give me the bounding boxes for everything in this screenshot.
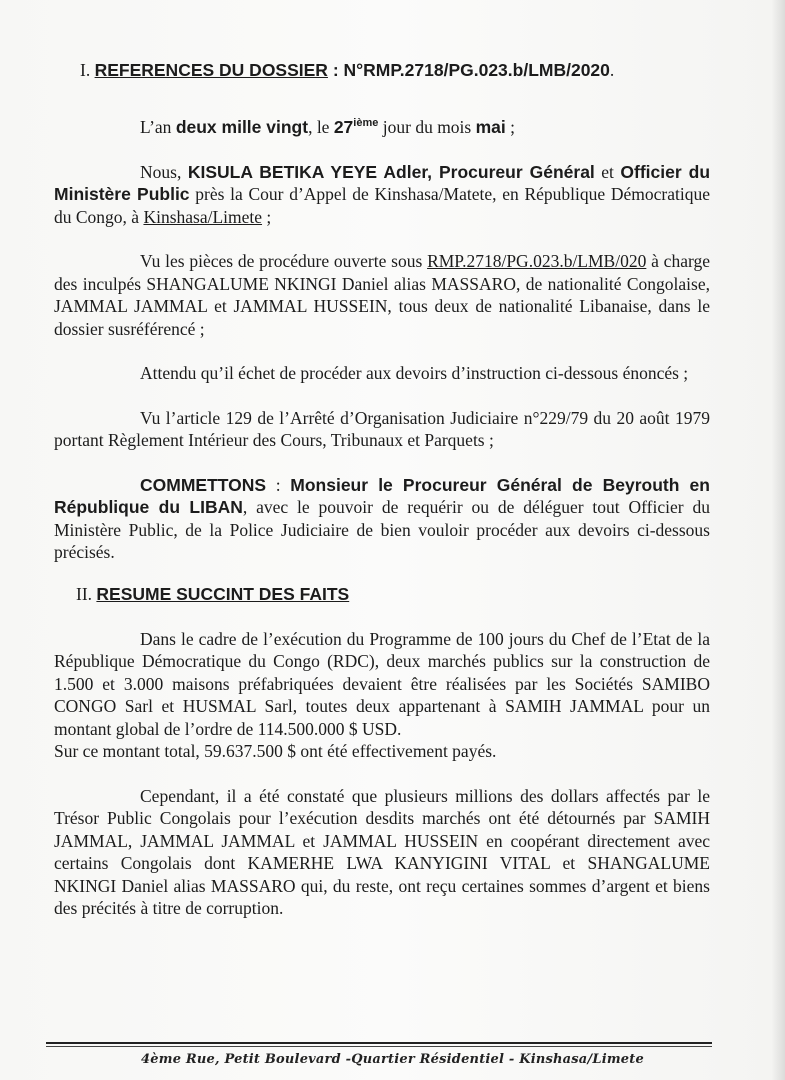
vu1-text-2: à charge des inculpés SHANGALUME NKINGI Daniel alias MASSARO, de nationalité Congolaise, JAMMAL JAMMAL et JAMMAL HUSSEIN, tous deux de nationalité Libanaise, dans le dossier susréférencé ;: [54, 251, 710, 339]
prosecutor-title: Officier du Ministère Public: [54, 161, 711, 204]
date-day: 27: [333, 117, 354, 137]
section-1-number: I.: [80, 60, 91, 80]
faits-paragraph-2: Cependant, il a été constaté que plusieurs millions des dollars affectés par le Trésor Public Congolais pour l’exécution desdits marchés ont été détournés par SAMIH JAMMAL, JAMMAL JAMMAL et JAMMAL HUSSEIN en coopérant directement avec certains Congolais dont KAMERHE LWA KANYIGINI VITAL et SHANGALUME NKINGI Daniel alias MASSARO qui, du reste, ont reçu certaines sommes d’argent et biens des précités à titre de corruption.: [54, 785, 710, 918]
section-2-title: RESUME SUCCINT DES FAITS: [96, 583, 350, 604]
nous-text-3: près la Cour d’Appel de Kinshasa/Matete, en République Démocratique du Congo, à: [54, 184, 710, 227]
commettons-text: , avec le pouvoir de requérir ou de déléguer tout Officier du Ministère Public, de la Police Judiciaire de bien vouloir procéder aux devoirs ci-dessous précisés.: [54, 497, 710, 562]
commettons-colon: :: [266, 474, 291, 495]
footer-address: 4ème Rue, Petit Boulevard -Quartier Résidentiel - Kinshasa/Limete: [141, 1052, 644, 1067]
section-1-dot: .: [609, 60, 615, 80]
nous-text-1: Nous,: [140, 161, 188, 182]
date-text-2: , le: [308, 117, 334, 137]
faits-paragraph-1: Dans le cadre de l’exécution du Programme de 100 jours du Chef de l’Etat de la République Démocratique du Congo (RDC), deux marchés publics sur la construction de 1.500 et 3.000 maisons préfabriquées devaient être réalisées par les Sociétés SAMIBO CONGO Sarl et HUSMAL Sarl, toutes deux appartenant à SAMIH JAMMAL pour un montant global de l’ordre de 114.500.000 $ USD.: [54, 628, 710, 739]
section-1-colon: :: [327, 60, 344, 80]
section-1-title: REFERENCES DU DOSSIER: [94, 60, 328, 80]
nous-text-2: et: [594, 161, 621, 182]
vu-article-paragraph: Vu l’article 129 de l’Arrêté d’Organisation Judiciaire n°229/79 du 20 août 1979 portant Règlement Intérieur des Cours, Tribunaux et Parquets ;: [54, 407, 710, 450]
section-2-number: II.: [76, 583, 93, 604]
attendu-paragraph: Attendu qu’il échet de procéder aux devoirs d’instruction ci-dessous énoncés ;: [140, 363, 689, 383]
footer-rule-thin: [46, 1046, 712, 1047]
commettons-recipient: Monsieur le Procureur Général de Beyrouth en République du LIBAN: [54, 474, 710, 517]
nous-paragraph: [54, 161, 710, 229]
document-body: [54, 58, 710, 920]
date-paragraph: [54, 116, 710, 139]
page-edge-shadow: [771, 0, 785, 1080]
section-2-heading: [54, 582, 710, 606]
date-text-4: ;: [505, 117, 516, 137]
prosecutor-name: KISULA BETIKA YEYE Adler, Procureur Général: [187, 161, 595, 182]
vu1-text-1: Vu les pièces de procédure ouverte sous: [140, 251, 428, 271]
faits-paragraph-1b: Sur ce montant total, 59.637.500 $ ont été effectivement payés.: [54, 741, 497, 761]
vu-procedure-paragraph: [54, 250, 710, 340]
nous-text-4: ;: [262, 206, 272, 227]
nous-location: Kinshasa/Limete: [143, 206, 263, 227]
date-text-3: jour du mois: [378, 117, 476, 137]
date-year: deux mille vingt: [175, 117, 309, 137]
date-month: mai: [475, 117, 506, 137]
footer-rule: [46, 1042, 712, 1044]
section-1-heading: [54, 58, 710, 82]
section-1-reference: N°RMP.2718/PG.023.b/LMB/2020: [343, 60, 610, 80]
date-text-1: L’an: [140, 117, 176, 137]
date-day-suffix: ième: [353, 117, 379, 130]
commettons-keyword: COMMETTONS: [140, 474, 267, 495]
commettons-paragraph: [54, 474, 710, 564]
vu1-reference: RMP.2718/PG.023.b/LMB/020: [427, 251, 647, 271]
